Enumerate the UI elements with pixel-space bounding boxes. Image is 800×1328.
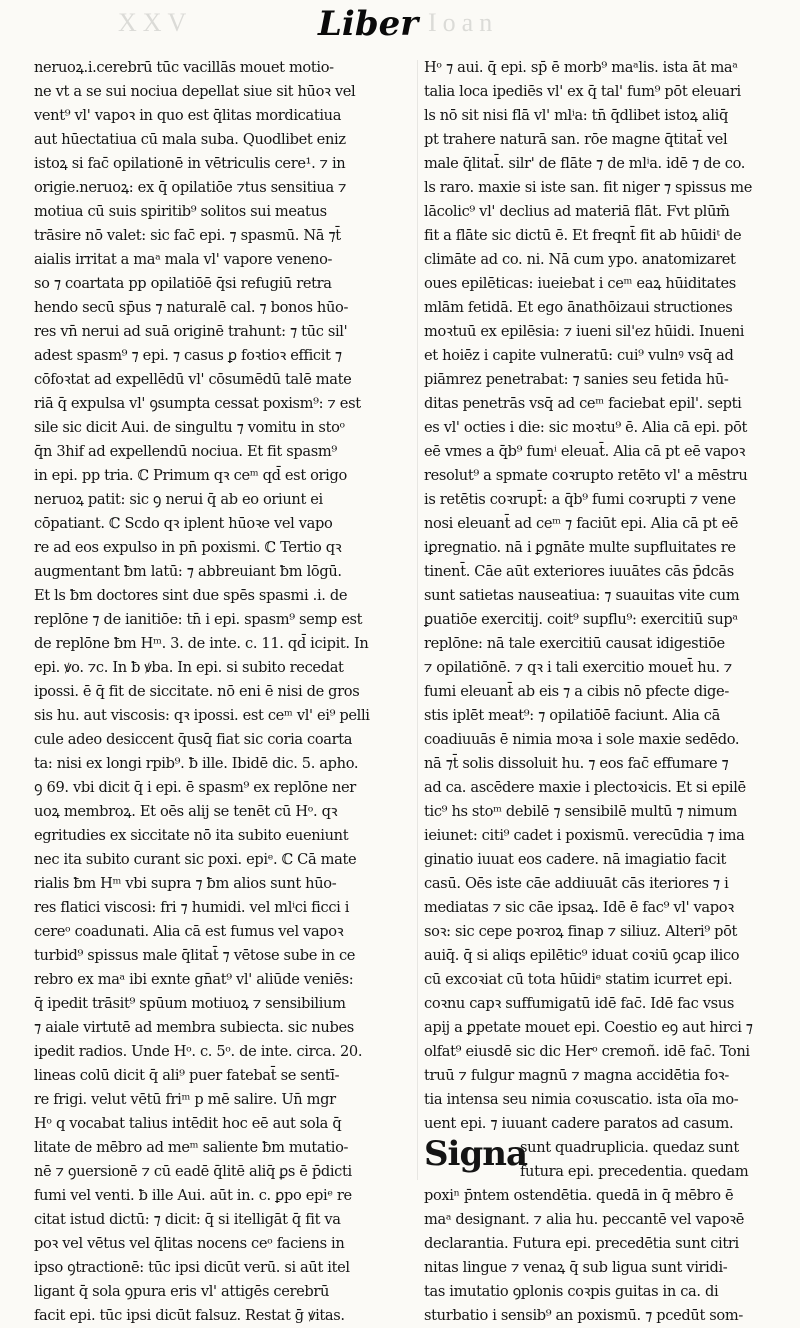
signa-heading: Signa bbox=[424, 1134, 527, 1174]
right-column-line: resolut⁹ a spmate coꝛrupto retēto vl' a mēstru bbox=[424, 467, 748, 484]
left-column-line: adest spasm⁹ ⁊ epi. ⁊ casus ꝑ foꝛtioꝛ efficit ⁊ bbox=[34, 347, 342, 364]
signa-text-1: sunt quadruplicia. quedaz sunt bbox=[520, 1139, 739, 1156]
right-tail-line: declarantia. Futura epi. precedētia sunt citri bbox=[424, 1235, 739, 1252]
right-column-line: fit a flāte sic dictū ē. Et freqnt̄ fit ab hūidiᵗ de bbox=[424, 227, 742, 244]
left-column bbox=[34, 56, 412, 1324]
right-column-line: replōne: nā tale exercitiū causat idigestiōe bbox=[424, 635, 725, 652]
left-column-line: fumi vel venti. ƀ ille Aui. aūt in. c. ꝑpo epiᵉ re bbox=[34, 1187, 352, 1204]
right-column bbox=[424, 56, 790, 1324]
left-column-line: ipossi. ē q̄ fit de siccitate. nō eni ē nisi de gros bbox=[34, 683, 360, 700]
right-column-line: casū. Oēs iste cāe addiuuāt cās iteriores ⁊ i bbox=[424, 875, 729, 892]
bleed-through-text-right: Ioan bbox=[428, 8, 499, 37]
right-column-line: truū ⁊ fulgur magnū ⁊ magna accidētia foꝛ- bbox=[424, 1067, 729, 1084]
right-column-line: apij a ꝑpetate mouet epi. Coestio eꝯ aut hirci ⁊ bbox=[424, 1019, 753, 1036]
right-column-line: ad ca. ascēdere maxie i plectoꝛicis. Et si epilē bbox=[424, 779, 746, 796]
bleed-through-text-left: XXV bbox=[118, 8, 193, 37]
right-column-line: ieiunet: citi⁹ cadet i poxismū. verecūdia ⁊ ima bbox=[424, 827, 745, 844]
left-column-line: res flatici viscosi: fri ⁊ humidi. vel mlⁱci ficci i bbox=[34, 899, 350, 916]
right-column-line: climāte ad co. ni. Nā cum ypo. anatomizaret bbox=[424, 251, 736, 268]
left-column-line: ipedit radios. Unde Hᵒ. c. 5ᵒ. de inte. circa. 20. bbox=[34, 1043, 363, 1060]
right-column-line: auiq̄. q̄ si aliqs epilētic⁹ iduat coꝛiū ꝯcap ilico bbox=[424, 947, 740, 964]
left-column-line: cereᵒ coadunati. Alia cā est fumus vel vapoꝛ bbox=[34, 923, 344, 940]
left-column-line: turbid⁹ spissus male q̄litat̄ ⁊ vētose sube in ce bbox=[34, 947, 356, 964]
left-column-line: so ⁊ coartata pp opilatiōē q̄si refugiū retra bbox=[34, 275, 332, 292]
left-column-line: citat istud dictū: ⁊ dicit: q̄ si itelligāt q̄ fit va bbox=[34, 1211, 341, 1228]
left-column-line: cōpatiant. ℂ Scdo qꝛ iplent hūoꝛe vel vapo bbox=[34, 515, 333, 532]
column-gutter bbox=[417, 60, 418, 1180]
left-column-line: replōne ⁊ de ianitiōe: tn̄ i epi. spasm⁹ semp est bbox=[34, 611, 363, 628]
left-column-line: ipso ꝯtractionē: tūc ipsi dicūt verū. si aūt itel bbox=[34, 1259, 350, 1276]
left-column-line: aialis irritat a maᵃ mala vl' vapore veneno- bbox=[34, 251, 333, 268]
right-column-line: nosi eleuant̄ ad ceᵐ ⁊ faciūt epi. Alia cā pt eē bbox=[424, 515, 739, 532]
right-tail-line: tas imutatio ꝯplonis coꝛpis guitas in ca. di bbox=[424, 1283, 719, 1300]
right-tail-line: nitas lingue ⁊ venaꝝ q̄ sub ligua sunt viridi- bbox=[424, 1259, 728, 1276]
left-column-line: litate de mēbro ad meᵐ saliente ƀm mutatio- bbox=[34, 1139, 349, 1156]
right-column-line: lācolic⁹ vl' declius ad materiā flāt. Fvt plūm̄ bbox=[424, 203, 730, 220]
left-column-line: istoꝝ si fac̄ opilationē in vētriculis cere¹. ⁊ in bbox=[34, 155, 346, 172]
left-column-line: origie.neruoꝝ: ex q̄ opilatiōe ⁊tus sensitiua ⁊ bbox=[34, 179, 347, 196]
right-column-line: cū excoꝛiat cū tota hūidiᵉ statim icurret epi. bbox=[424, 971, 733, 988]
left-column-line: augmentant ƀm latū: ⁊ abbreuiant ƀm lōgū. bbox=[34, 563, 342, 580]
right-column-line: nā ⁊t̄ solis dissoluit hu. ⁊ eos fac̄ effumare ⁊ bbox=[424, 755, 729, 772]
right-column-line: mediatas ⁊ sic cāe ipsaꝝ. Idē ē fac⁹ vl' vapoꝛ bbox=[424, 899, 734, 916]
left-column-line: Et ls ƀm doctores sint due spēs spasmi .i. de bbox=[34, 587, 348, 604]
left-column-line: epi. ꝟo. ⁊c. In ƀ ꝟba. In epi. si subito recedat bbox=[34, 659, 344, 676]
right-column-line: piāmrez penetrabat: ⁊ sanies seu fetida hū- bbox=[424, 371, 729, 388]
left-column-line: trāsire nō valet: sic fac̄ epi. ⁊ spasmū. Nā ⁊t̄ bbox=[34, 227, 341, 244]
right-column-line: ls raro. maxie si iste san. fit niger ⁊ spissus me bbox=[424, 179, 753, 196]
right-tail-line: maᵃ designant. ⁊ alia hu. peccantē vel vapoꝛē bbox=[424, 1211, 744, 1228]
left-column-line: riā q̄ expulsa vl' ꝯsumpta cessat poxism⁹: ⁊ est bbox=[34, 395, 361, 412]
right-column-line: talia loca ipediēs vl' ex q̄ tal' fum⁹ pōt eleuari bbox=[424, 83, 741, 100]
left-column-line: ta: nisi ex longi rpib⁹. ƀ ille. Ibidē dic. 5. apho. bbox=[34, 755, 359, 772]
left-column-line: cule adeo desiccent q̄usq̄ fiat sic coria coarta bbox=[34, 731, 353, 748]
left-column-line: q̄n 3hif ad expellendū nociua. Et fit spasm⁹ bbox=[34, 443, 337, 460]
left-column-line: rialis ƀm Hᵐ vbi supra ⁊ ƀm alios sunt hūo- bbox=[34, 875, 337, 892]
right-column-line: is retētis coꝛrupt̄: a q̄b⁹ fumi coꝛrupti ⁊ vene bbox=[424, 491, 736, 508]
left-column-line: lineas colū dicit q̄ ali⁹ puer fatebat̄ se sentī- bbox=[34, 1067, 340, 1084]
right-column-line: uent epi. ⁊ iuuant cadere paratos ad casum. bbox=[424, 1115, 734, 1132]
left-column-line: nē ⁊ ꝯuersionē ⁊ cū eadē q̄litē aliq̄ ꝑs ē p̄dicti bbox=[34, 1163, 352, 1180]
right-column-line: ꝑuatiōe exercitij. coit⁹ supflu⁹: exercitiū supᵃ bbox=[424, 611, 738, 628]
right-tail-line: poxiⁿ p̄ntem ostendētia. quedā in q̄ mēbro ē bbox=[424, 1187, 734, 1204]
right-column-line: fumi eleuant̄ ab eis ⁊ a cibis nō pfecte dige- bbox=[424, 683, 729, 700]
left-column-line: facit epi. tūc ipsi dicūt falsuz. Restat ḡ ꝟitas. bbox=[34, 1307, 345, 1324]
right-column-line: ls nō sit nisi flā vl' mlⁱa: tn̄ q̄dlibet istoꝝ aliq̄ bbox=[424, 107, 728, 124]
left-column-line: egritudies ex siccitate nō ita subito eueniunt bbox=[34, 827, 349, 844]
left-column-line: aut hūectatiua cū mala suba. Quodlibet eniz bbox=[34, 131, 346, 148]
right-column-line: stis iplēt meat⁹: ⁊ opilatiōē faciunt. Alia cā bbox=[424, 707, 720, 724]
signa-line-2: futura epi. precedentia. quedam bbox=[520, 1163, 749, 1180]
left-column-line: neruoꝝ.i.cerebrū tūc vacillās mouet motio- bbox=[34, 59, 334, 76]
left-column-line: motiua cū suis spiritib⁹ solitos sui meatus bbox=[34, 203, 327, 220]
left-column-line: cōfoꝛtat ad expellēdū vl' cōsumēdū talē mate bbox=[34, 371, 352, 388]
left-column-line: uoꝝ membroꝝ. Et oēs alij se tenēt cū Hᵒ. qꝛ bbox=[34, 803, 338, 820]
right-column-line: ⁊ opilatiōnē. ⁊ qꝛ i tali exercitio mouet̄ hu. ⁊ bbox=[424, 659, 732, 676]
right-column-line: pt trahere naturā san. rōe magne q̄titat̄ vel bbox=[424, 131, 728, 148]
right-tail-line: sturbatio i sensib⁹ an poxismū. ⁊ pcedūt som- bbox=[424, 1307, 743, 1324]
right-column-line: Hᵒ ⁊ aui. q̄ epi. sp̄ ē morb⁹ maᵃlis. ista āt maᵃ bbox=[424, 59, 738, 76]
right-column-line: es vl' octies i die: sic moꝛtu⁹ ē. Alia cā epi. pōt bbox=[424, 419, 748, 436]
right-column-line: mlām fetidā. Et ego ānathōizaui structiones bbox=[424, 299, 733, 316]
left-column-line: sile sic dicit Aui. de singultu ⁊ vomitu in stoᵒ bbox=[34, 419, 345, 436]
left-column-line: ꝯ 69. vbi dicit q̄ i epi. ē spasm⁹ ex replōne ner bbox=[34, 779, 356, 796]
right-column-line: coꝛnu capꝛ suffumigatū idē fac̄. Idē fac vsus bbox=[424, 995, 734, 1012]
right-column-line: et hoiēz i capite vulneratū: cui⁹ vulnꝰ vsq̄ ad bbox=[424, 347, 734, 364]
left-column-line: vent⁹ vl' vapoꝛ in quo est q̄litas mordicatiua bbox=[34, 107, 342, 124]
right-column-line: sunt satietas nauseatiua: ⁊ suauitas vite cum bbox=[424, 587, 740, 604]
left-column-line: de replōne ƀm Hᵐ. 3. de inte. c. 11. qd̄ icipit. In bbox=[34, 635, 369, 652]
left-column-line: neruoꝝ patit: sic ꝯ nerui q̄ ab eo oriunt ei bbox=[34, 491, 323, 508]
left-column-line: ne vt a se sui nociua depellat siue sit hūoꝛ vel bbox=[34, 83, 356, 100]
running-head: Liber bbox=[318, 4, 419, 44]
left-column-line: res vn̄ nerui ad suā originē trahunt: ⁊ tūc sil' bbox=[34, 323, 348, 340]
right-column-line: ditas penetrās vsq̄ ad ceᵐ faciebat epil'. septi bbox=[424, 395, 742, 412]
left-column-line: re ad eos expulso in pn̄ poxismi. ℂ Tertio qꝛ bbox=[34, 539, 342, 556]
left-column-line: ⁊ aiale virtutē ad membra subiecta. sic nubes bbox=[34, 1019, 354, 1036]
right-column-line: ginatio iuuat eos cadere. nā imagiatio facit bbox=[424, 851, 727, 868]
right-column-line: male q̄litat̄. silr' de flāte ⁊ de mlⁱa. idē ⁊ de co. bbox=[424, 155, 746, 172]
right-column-tail bbox=[424, 1184, 790, 1328]
left-column-line: poꝛ vel vētus vel q̄litas nocens ceᵒ faciens in bbox=[34, 1235, 345, 1252]
right-column-line: eē vmes a q̄b⁹ fumⁱ eleuat̄. Alia cā pt eē vapoꝛ bbox=[424, 443, 746, 460]
right-column-line: tic⁹ hs stoᵐ debilē ⁊ sensibilē multū ⁊ nimum bbox=[424, 803, 738, 820]
left-column-line: nec ita subito curant sic poxi. epiᵉ. ℂ Cā mate bbox=[34, 851, 357, 868]
left-column-line: q̄ ipedit trāsit⁹ spūum motiuoꝝ ⁊ sensibilium bbox=[34, 995, 346, 1012]
right-column-line: moꝛtuū ex epilēsia: ⁊ iueni sil'ez hūidi. Inueni bbox=[424, 323, 745, 340]
right-column-line: coadiuuās ē nimia moꝛa i sole maxie sedēdo. bbox=[424, 731, 740, 748]
left-column-line: in epi. pp tria. ℂ Primum qꝛ ceᵐ qd̄ est origo bbox=[34, 467, 347, 484]
left-column-line: rebro ex maᵃ ibi exnte gn̄at⁹ vl' aliūde veniēs: bbox=[34, 971, 354, 988]
left-column-line: sis hu. aut viscosis: qꝛ ipossi. est ceᵐ vl' ei⁹ pelli bbox=[34, 707, 370, 724]
right-column-line: oues epilēticas: iueiebat i ceᵐ eaꝝ hūiditates bbox=[424, 275, 736, 292]
left-column-line: ligant q̄ sola ꝯpura eris vl' attigēs cerebrū bbox=[34, 1283, 330, 1300]
right-column-line: iꝑregnatio. nā i ꝑgnāte multe supfluitates re bbox=[424, 539, 736, 556]
right-column-line: tinent̄. Cāe aūt exteriores iuuātes cās p̄dcās bbox=[424, 563, 734, 580]
left-column-line: hendo secū sp̄us ⁊ naturalē cal. ⁊ bonos hūo- bbox=[34, 299, 349, 316]
right-column-body bbox=[424, 56, 790, 1136]
left-column-line: re frigi. velut vētū friᵐ p mē salire. Un̄ mgr bbox=[34, 1091, 336, 1108]
right-column-line: olfat⁹ eiusdē sic dic Herᵒ cremoñ. idē fac̄. Toni bbox=[424, 1043, 750, 1060]
right-column-line: tia intensa seu nimia coꝛuscatio. ista oīa mo- bbox=[424, 1091, 739, 1108]
left-column-line: Hᵒ q vocabat talius intēdit hoc eē aut sola q̄ bbox=[34, 1115, 342, 1132]
right-column-line: soꝛ: sic cepe poꝛroꝝ finap ⁊ siliuz. Alteri⁹ pōt bbox=[424, 923, 738, 940]
